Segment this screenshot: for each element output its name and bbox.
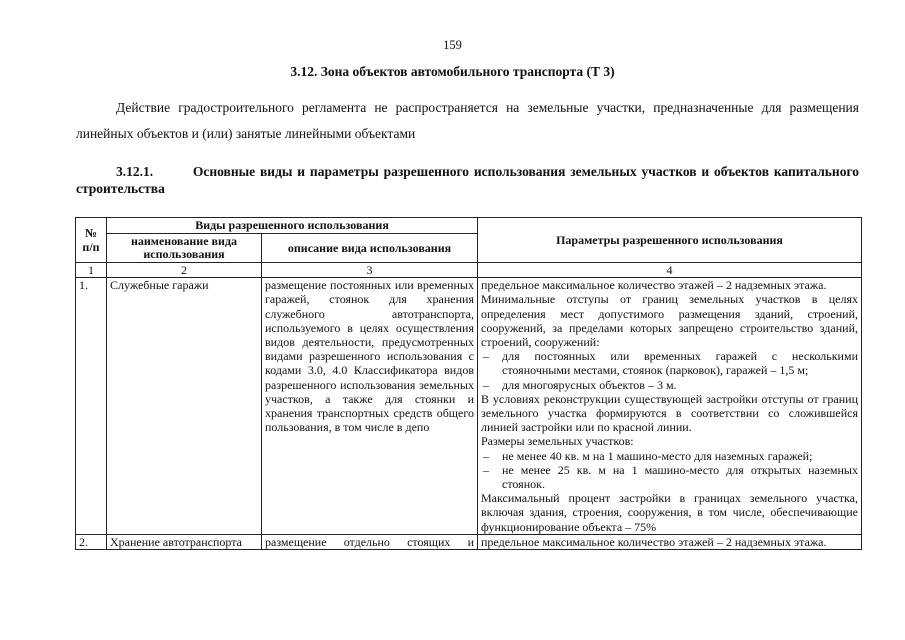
permitted-use-table <box>75 217 862 550</box>
param-setback-item: – для многоярусных объектов – 3 м. <box>481 378 858 392</box>
row-number: 1. <box>76 278 107 535</box>
column-index-cell: 2 <box>107 263 262 278</box>
subsection-title: Основные виды и параметры разрешенного использования земельных участков и объектов капитального строительства <box>76 164 859 196</box>
param-max-percent: Максимальный процент застройки в границах земельного участка, включая здания, строения, сооружения, в том числе, обеспечивающие функционирование объекта – 75% <box>481 491 858 534</box>
header-kind-name: наименование вида использования <box>107 234 262 263</box>
use-description: размещение постоянных или временных гаражей, стоянок для хранения служебного автотранспорта, используемого в целях осуществления видов деятельности, предусмотренных видами разрешенного использования с кодами 3.0, 4.0 Классификатора видов разрешенного использования земельных участков, а также для стоянки и хранения транспортных средств общего пользования, в том числе в депо <box>262 278 478 535</box>
use-parameters <box>478 278 862 535</box>
use-parameters: предельное максимальное количество этажей – 2 надземных этажа. <box>478 534 862 549</box>
row-number: 2. <box>76 534 107 549</box>
table-row <box>76 534 862 549</box>
header-kinds-group: Виды разрешенного использования <box>107 218 478 234</box>
header-row-top <box>76 218 862 234</box>
header-kind-description: описание вида использования <box>262 234 478 263</box>
page-number: 159 <box>443 38 462 52</box>
column-index-cell: 4 <box>478 263 862 278</box>
section-title: 3.12. Зона объектов автомобильного транспорта (Т 3) <box>290 64 615 79</box>
param-sizes-intro: Размеры земельных участков: <box>481 434 634 449</box>
subsection-number: 3.12.1. <box>116 164 154 179</box>
param-size-item: – не менее 25 кв. м на 1 машино-место для открытых наземных стоянок. <box>481 463 858 491</box>
use-description: размещение отдельно стоящих и <box>262 534 478 549</box>
header-parameters: Параметры разрешенного использования <box>478 218 862 263</box>
param-reconstruction: В условиях реконструкции существующей застройки отступы от границ земельного участка формируются в соответствии со сложившейся линией застройки или по красной линии. <box>481 391 858 435</box>
param-max-floors: предельное максимальное количество этажей – 2 надземных этажа. <box>481 278 827 293</box>
param-setbacks-intro: Минимальные отступы от границ земельных участков в целях определения мест допустимого размещения зданий, строений, сооружений, за пределами которых запрещено строительство зданий, строений, сооружений: <box>481 292 858 350</box>
column-index-row <box>76 263 862 278</box>
param-setback-item: – для постоянных или временных гаражей с несколькими стояночными местами, стоянок (парковок), гаражей – 1,5 м; <box>481 349 858 377</box>
use-name: Служебные гаражи <box>107 278 262 535</box>
use-name: Хранение автотранспорта <box>107 534 262 549</box>
column-index-cell: 1 <box>76 263 107 278</box>
intro-paragraph: Действие градостроительного регламента не распространяется на земельные участки, предназначенные для размещения линейных объектов и (или) занятые линейными объектами <box>76 100 859 141</box>
param-size-item: – не менее 40 кв. м на 1 машино-место для наземных гаражей; <box>481 449 858 463</box>
column-index-cell: 3 <box>262 263 478 278</box>
subsection-heading <box>76 163 859 197</box>
table-row <box>76 278 862 535</box>
header-num: № п/п <box>76 218 107 263</box>
